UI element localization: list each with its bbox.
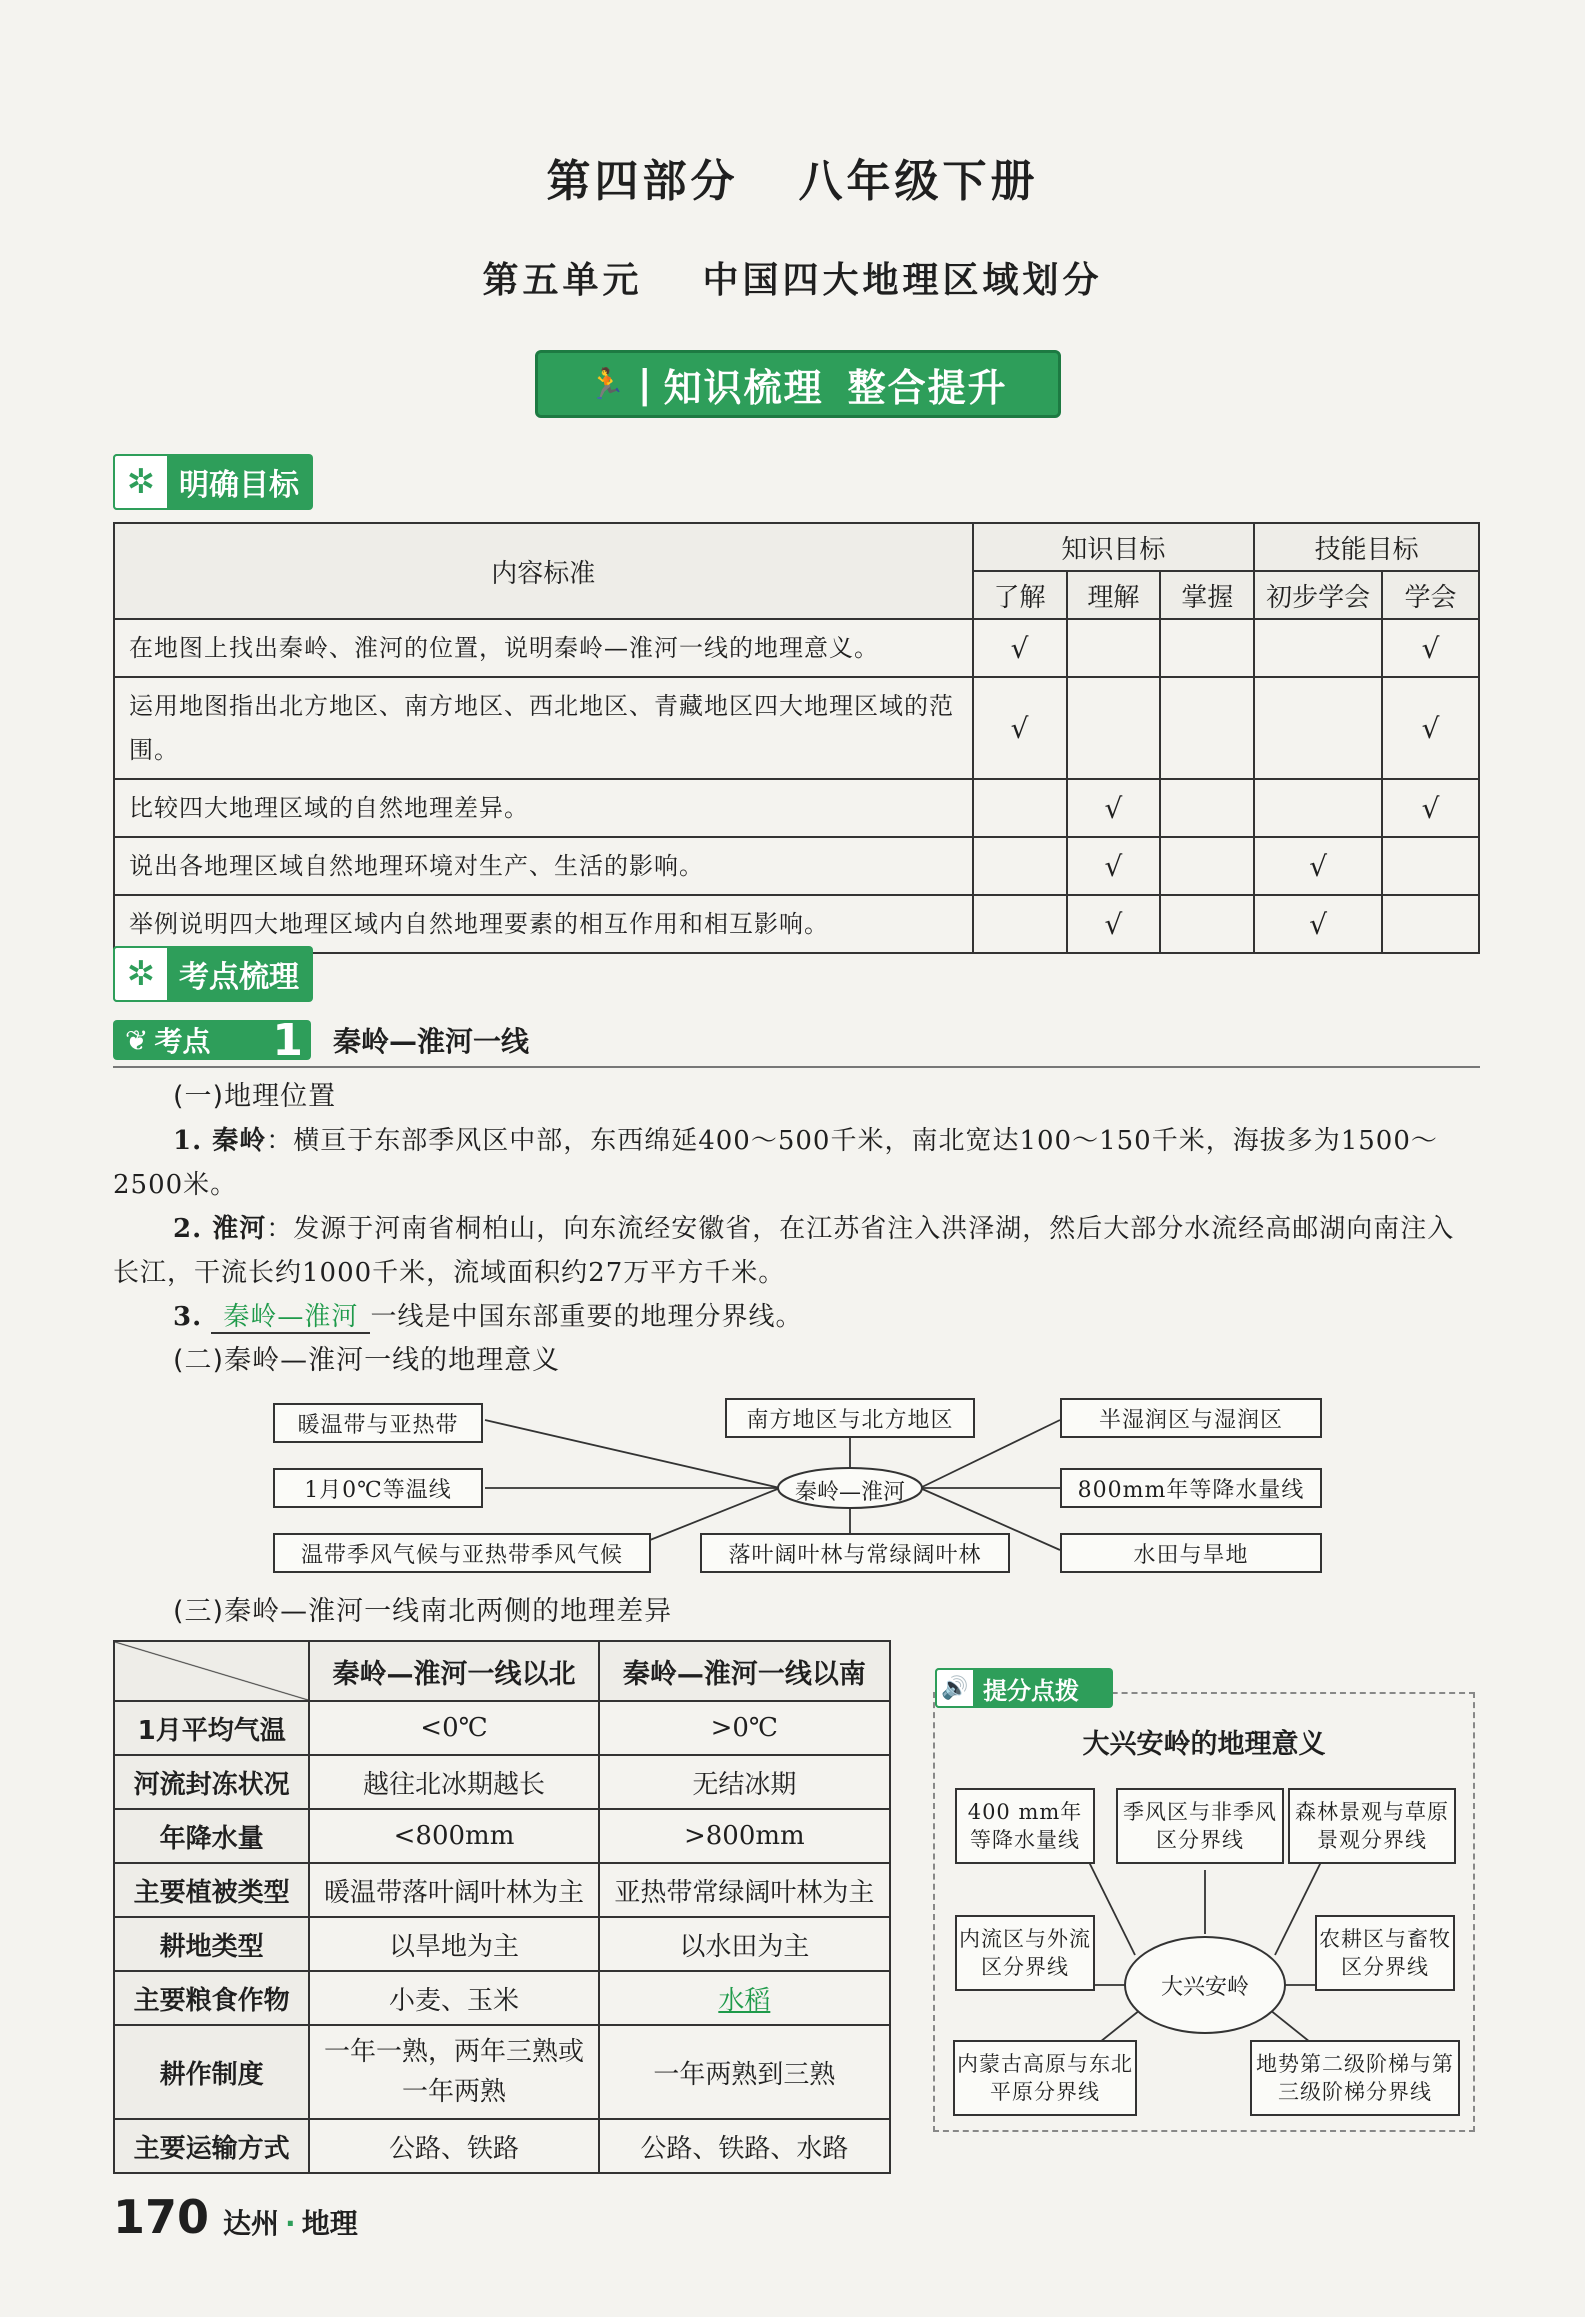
table-row: 年降水量 <800mm >800mm: [114, 1809, 890, 1863]
corner-cell: [114, 1641, 309, 1701]
sparkle-icon: ✲: [113, 946, 169, 1002]
col-north: 秦岭—淮河一线以北: [309, 1641, 598, 1701]
tip-node: 内蒙古高原与东北平原分界线: [953, 2040, 1137, 2116]
diagram-node: 南方地区与北方地区: [725, 1398, 975, 1438]
tip-center: 大兴安岭: [1160, 1975, 1249, 2000]
tip-title: 大兴安岭的地理意义: [1082, 1729, 1326, 1760]
table-row: 1月平均气温 <0℃ >0℃: [114, 1701, 890, 1755]
paragraph: 2. 淮河：发源于河南省桐柏山，向东流经安徽省，在江苏省注入洪泽湖，然后大部分水流经高邮湖向南注入长江，干流长约1000千米，流域面积约27万平方千米。: [113, 1214, 1455, 1288]
table-row: 耕作制度 一年一熟，两年三熟或一年两熟 一年两熟到三熟: [114, 2025, 890, 2119]
paragraph: 1. 秦岭：横亘于东部季风区中部，东西绵延400～500千米，南北宽达100～150千米，海拔多为1500～2500米。: [113, 1126, 1438, 1200]
table-row: 比较四大地理区域的自然地理差异。 √ √: [114, 779, 1479, 837]
subheading: (三)秦岭—淮河一线南北两侧的地理差异: [173, 1596, 673, 1627]
table-row: 耕地类型 以旱地为主 以水田为主: [114, 1917, 890, 1971]
table-row: 主要植被类型 暖温带落叶阔叶林为主 亚热带常绿阔叶林为主: [114, 1863, 890, 1917]
sub-col: 初步学会: [1254, 571, 1382, 619]
subheading: (二)秦岭—淮河一线的地理意义: [173, 1345, 561, 1376]
subheading: (一)地理位置: [173, 1081, 337, 1112]
sub-col: 学会: [1382, 571, 1479, 619]
table-row: 主要运输方式 公路、铁路 公路、铁路、水路: [114, 2119, 890, 2173]
tip-node: 400 mm年等降水量线: [955, 1788, 1095, 1864]
sub-col: 了解: [973, 571, 1067, 619]
kaodian-badge: ❦ 考点 1: [113, 1020, 311, 1060]
tip-node: 森林景观与草原景观分界线: [1288, 1788, 1456, 1864]
diagram-node: 水田与旱地: [1060, 1533, 1322, 1573]
leaf-icon: ❦: [125, 1023, 149, 1057]
kaodian-heading: ❦ 考点 1 秦岭—淮河一线: [113, 1014, 1480, 1068]
tip-tag: 🔊 提分点拨: [935, 1668, 1113, 1708]
diagram-node: 落叶阔叶林与常绿阔叶林: [700, 1533, 1010, 1573]
goals-section-tag: ✲ 明确目标: [113, 454, 313, 510]
col-south: 秦岭—淮河一线以南: [599, 1641, 890, 1701]
sparkle-icon: ✲: [113, 454, 169, 510]
page-footer: [113, 2190, 358, 2244]
diagram-center: 秦岭—淮河: [794, 1480, 905, 1505]
diagram-node: 半湿润区与湿润区: [1060, 1398, 1322, 1438]
diagram-node: 温带季风气候与亚热带季风气候: [273, 1533, 651, 1573]
speaker-icon: 🔊: [935, 1668, 975, 1708]
section-banner: 🏃 | 知识梳理 整合提升: [535, 350, 1061, 418]
footer-label: 达州 · 地理: [223, 2207, 358, 2240]
table-row: 举例说明四大地理区域内自然地理要素的相互作用和相互影响。 √ √: [114, 895, 1479, 953]
differences-table: [113, 1640, 891, 2174]
paragraph: 3. 秦岭—淮河 一线是中国东部重要的地理分界线。: [173, 1302, 803, 1332]
diagram-node: 暖温带与亚热带: [273, 1403, 483, 1443]
table-row: 运用地图指出北方地区、南方地区、西北地区、青藏地区四大地理区域的范围。 √ √: [114, 677, 1479, 779]
diagram-node: 800mm年等降水量线: [1060, 1468, 1322, 1508]
tip-node: 季风区与非季风区分界线: [1116, 1788, 1284, 1864]
table-row: 河流封冻状况 越往北冰期越长 无结冰期: [114, 1755, 890, 1809]
table-row: 说出各地理区域自然地理环境对生产、生活的影响。 √ √: [114, 837, 1479, 895]
table-row: 主要粮食作物 小麦、玉米 水稻: [114, 1971, 890, 2025]
table-row: 在地图上找出秦岭、淮河的位置，说明秦岭—淮河一线的地理意义。 √ √: [114, 619, 1479, 677]
part-title: 第四部分 八年级下册: [546, 156, 1039, 207]
sub-col: 理解: [1067, 571, 1161, 619]
kaodian-section-tag: ✲ 考点梳理: [113, 946, 313, 1002]
col-skill: 技能目标: [1254, 523, 1479, 571]
col-content: 内容标准: [114, 523, 973, 619]
col-knowledge: 知识目标: [973, 523, 1255, 571]
runner-icon: 🏃: [588, 366, 628, 402]
tip-node: 地势第二级阶梯与第三级阶梯分界线: [1250, 2040, 1460, 2116]
tip-node: 内流区与外流区分界线: [955, 1915, 1095, 1991]
tip-node: 农耕区与畜牧区分界线: [1315, 1915, 1455, 1991]
diagram-node: 1月0℃等温线: [273, 1468, 483, 1508]
page-number: 170: [113, 2190, 210, 2244]
sub-col: 掌握: [1160, 571, 1254, 619]
unit-title: 第五单元 中国四大地理区域划分: [482, 260, 1103, 301]
answer-blank: 秦岭—淮河: [211, 1302, 370, 1334]
